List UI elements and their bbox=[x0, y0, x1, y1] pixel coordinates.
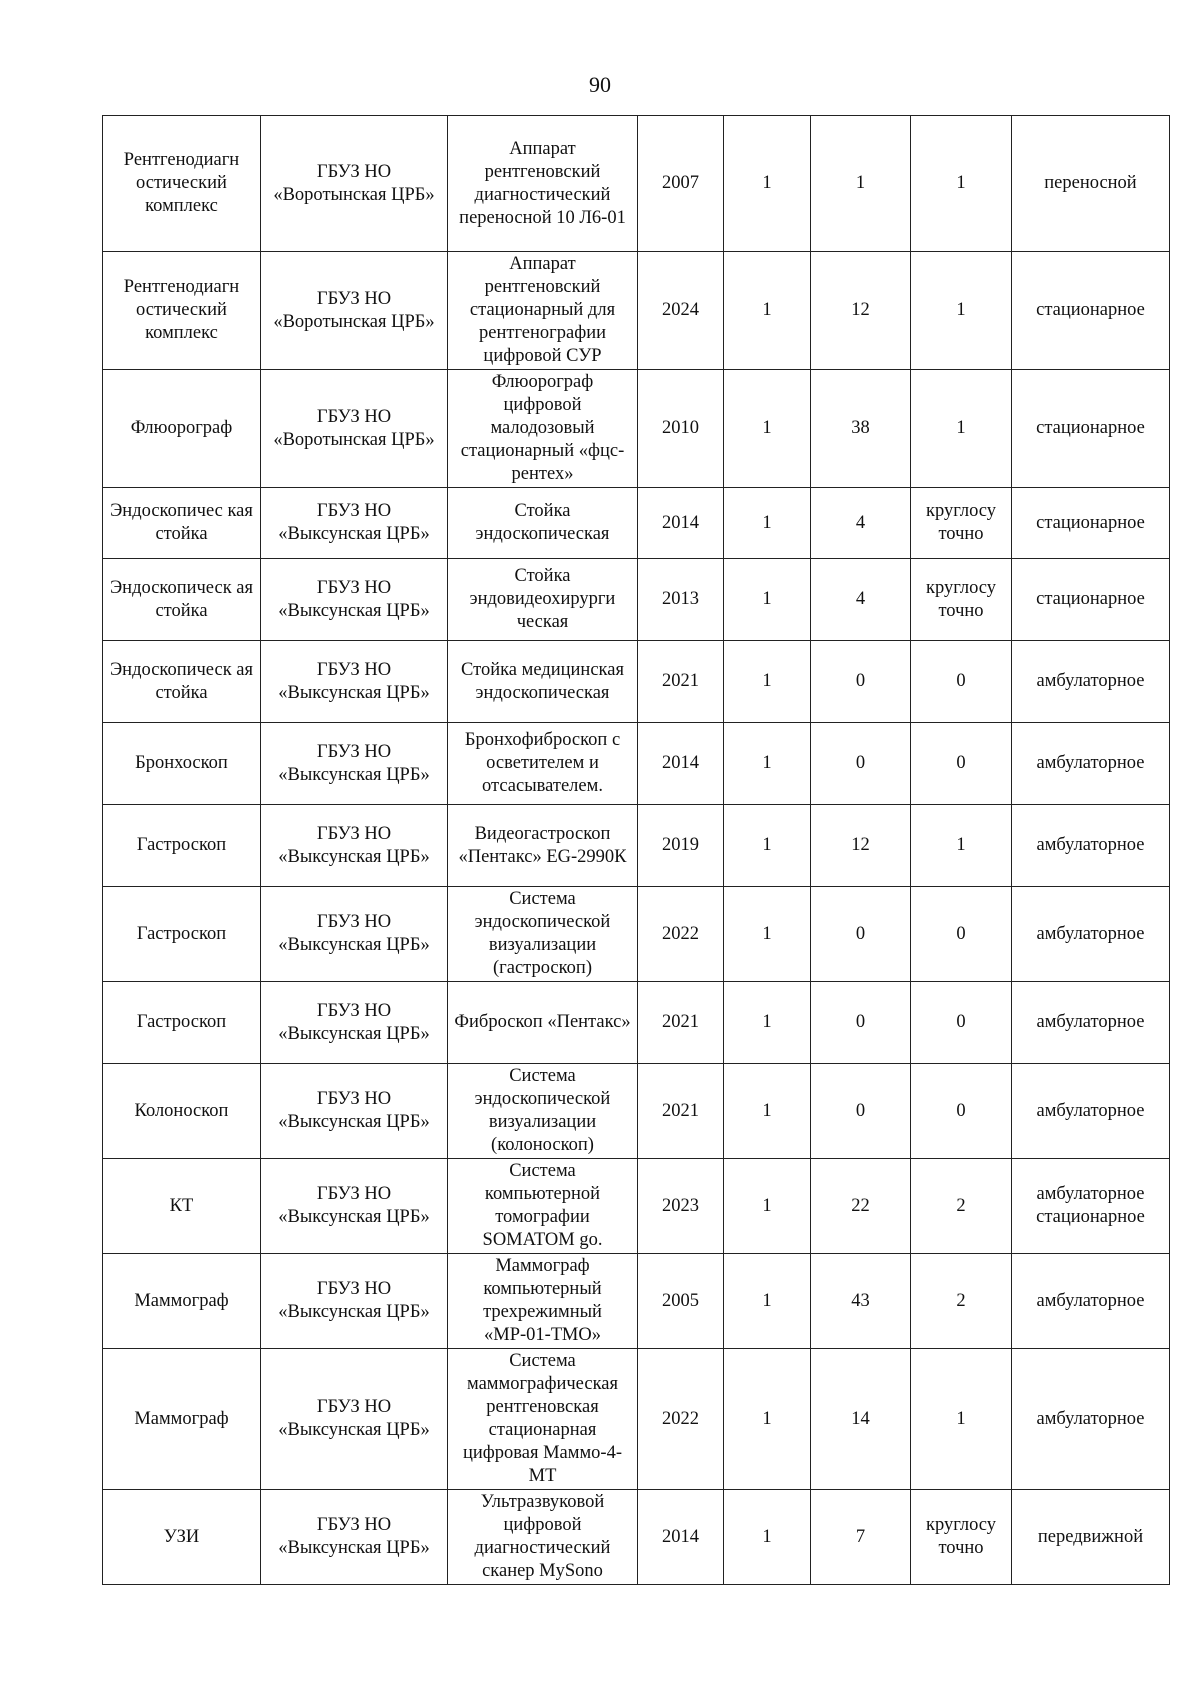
page-number: 90 bbox=[589, 72, 611, 97]
table-row bbox=[103, 723, 1170, 805]
equipment-name-cell: Гастроскоп bbox=[103, 887, 261, 982]
count-cell: 1 bbox=[724, 641, 811, 723]
count-cell: 1 bbox=[724, 252, 811, 370]
table-row bbox=[103, 805, 1170, 887]
model-cell: Система маммографическая рентгеновская стационарная цифровая Маммо-4-МТ bbox=[448, 1349, 638, 1490]
value-cell: 1 bbox=[911, 805, 1012, 887]
organization-cell: ГБУЗ НО «Воротынская ЦРБ» bbox=[261, 116, 448, 252]
table-row bbox=[103, 488, 1170, 559]
year-cell: 2013 bbox=[638, 559, 724, 641]
value-cell: 0 bbox=[811, 641, 911, 723]
year-cell: 2007 bbox=[638, 116, 724, 252]
equipment-name-cell: Маммограф bbox=[103, 1254, 261, 1349]
year-cell: 2021 bbox=[638, 1064, 724, 1159]
count-cell: 1 bbox=[724, 1490, 811, 1585]
organization-cell: ГБУЗ НО «Выксунская ЦРБ» bbox=[261, 559, 448, 641]
equipment-name-cell: Бронхоскоп bbox=[103, 723, 261, 805]
value-cell: 12 bbox=[811, 252, 911, 370]
equipment-name-cell: Гастроскоп bbox=[103, 982, 261, 1064]
organization-cell: ГБУЗ НО «Выксунская ЦРБ» bbox=[261, 887, 448, 982]
value-cell: 4 bbox=[811, 488, 911, 559]
organization-cell: ГБУЗ НО «Выксунская ЦРБ» bbox=[261, 1349, 448, 1490]
organization-cell: ГБУЗ НО «Выксунская ЦРБ» bbox=[261, 723, 448, 805]
operation-mode-cell: амбулаторное bbox=[1012, 1254, 1170, 1349]
value-cell: 12 bbox=[811, 805, 911, 887]
equipment-table bbox=[102, 115, 1170, 1585]
model-cell: Аппарат рентгеновский стационарный для рентгенографии цифровой СУР bbox=[448, 252, 638, 370]
model-cell: Система эндоскопической визуализации (колоноскоп) bbox=[448, 1064, 638, 1159]
value-cell: 43 bbox=[811, 1254, 911, 1349]
value-cell: 1 bbox=[911, 1349, 1012, 1490]
year-cell: 2022 bbox=[638, 1349, 724, 1490]
table-row bbox=[103, 559, 1170, 641]
organization-cell: ГБУЗ НО «Выксунская ЦРБ» bbox=[261, 805, 448, 887]
operation-mode-cell: стационарное bbox=[1012, 252, 1170, 370]
value-cell: 0 bbox=[811, 1064, 911, 1159]
operation-mode-cell: амбулаторное bbox=[1012, 887, 1170, 982]
value-cell: 14 bbox=[811, 1349, 911, 1490]
value-cell: 1 bbox=[911, 116, 1012, 252]
table-row bbox=[103, 1349, 1170, 1490]
value-cell: круглосу точно bbox=[911, 559, 1012, 641]
equipment-name-cell: Флюорограф bbox=[103, 370, 261, 488]
table-row bbox=[103, 116, 1170, 252]
equipment-name-cell: Рентгенодиагн остический комплекс bbox=[103, 252, 261, 370]
year-cell: 2021 bbox=[638, 982, 724, 1064]
value-cell: 22 bbox=[811, 1159, 911, 1254]
table-row bbox=[103, 1254, 1170, 1349]
count-cell: 1 bbox=[724, 887, 811, 982]
value-cell: 0 bbox=[911, 887, 1012, 982]
year-cell: 2010 bbox=[638, 370, 724, 488]
table-row bbox=[103, 1490, 1170, 1585]
table-body bbox=[103, 116, 1170, 1585]
operation-mode-cell: передвижной bbox=[1012, 1490, 1170, 1585]
equipment-name-cell: Гастроскоп bbox=[103, 805, 261, 887]
model-cell: Стойка эндоскопическая bbox=[448, 488, 638, 559]
operation-mode-cell: амбулаторное стационарное bbox=[1012, 1159, 1170, 1254]
year-cell: 2019 bbox=[638, 805, 724, 887]
count-cell: 1 bbox=[724, 1254, 811, 1349]
model-cell: Ультразвуковой цифровой диагностический сканер MySono bbox=[448, 1490, 638, 1585]
value-cell: 4 bbox=[811, 559, 911, 641]
model-cell: Система эндоскопической визуализации (гастроскоп) bbox=[448, 887, 638, 982]
equipment-name-cell: Эндоскопичес кая стойка bbox=[103, 488, 261, 559]
equipment-name-cell: Маммограф bbox=[103, 1349, 261, 1490]
count-cell: 1 bbox=[724, 723, 811, 805]
model-cell: Флюорограф цифровой малодозовый стационарный «фцс-рентех» bbox=[448, 370, 638, 488]
operation-mode-cell: амбулаторное bbox=[1012, 1349, 1170, 1490]
year-cell: 2023 bbox=[638, 1159, 724, 1254]
count-cell: 1 bbox=[724, 370, 811, 488]
model-cell: Маммограф компьютерный трехрежимный «МР-01-ТМО» bbox=[448, 1254, 638, 1349]
organization-cell: ГБУЗ НО «Выксунская ЦРБ» bbox=[261, 1490, 448, 1585]
value-cell: 0 bbox=[811, 887, 911, 982]
equipment-name-cell: УЗИ bbox=[103, 1490, 261, 1585]
count-cell: 1 bbox=[724, 1064, 811, 1159]
value-cell: 0 bbox=[811, 982, 911, 1064]
value-cell: 0 bbox=[911, 982, 1012, 1064]
table-row bbox=[103, 252, 1170, 370]
year-cell: 2022 bbox=[638, 887, 724, 982]
equipment-name-cell: Эндоскопическ ая стойка bbox=[103, 641, 261, 723]
organization-cell: ГБУЗ НО «Выксунская ЦРБ» bbox=[261, 641, 448, 723]
count-cell: 1 bbox=[724, 982, 811, 1064]
value-cell: 0 bbox=[911, 641, 1012, 723]
value-cell: 1 bbox=[811, 116, 911, 252]
operation-mode-cell: стационарное bbox=[1012, 488, 1170, 559]
value-cell: круглосу точно bbox=[911, 488, 1012, 559]
count-cell: 1 bbox=[724, 559, 811, 641]
value-cell: 38 bbox=[811, 370, 911, 488]
table-row bbox=[103, 982, 1170, 1064]
model-cell: Фиброскоп «Пентакс» bbox=[448, 982, 638, 1064]
model-cell: Аппарат рентгеновский диагностический переносной 10 Л6-01 bbox=[448, 116, 638, 252]
count-cell: 1 bbox=[724, 116, 811, 252]
organization-cell: ГБУЗ НО «Выксунская ЦРБ» bbox=[261, 1159, 448, 1254]
year-cell: 2005 bbox=[638, 1254, 724, 1349]
operation-mode-cell: переносной bbox=[1012, 116, 1170, 252]
year-cell: 2021 bbox=[638, 641, 724, 723]
organization-cell: ГБУЗ НО «Выксунская ЦРБ» bbox=[261, 1254, 448, 1349]
operation-mode-cell: амбулаторное bbox=[1012, 982, 1170, 1064]
value-cell: 2 bbox=[911, 1159, 1012, 1254]
operation-mode-cell: амбулаторное bbox=[1012, 1064, 1170, 1159]
operation-mode-cell: амбулаторное bbox=[1012, 723, 1170, 805]
value-cell: 2 bbox=[911, 1254, 1012, 1349]
model-cell: Стойка эндовидеохирурги ческая bbox=[448, 559, 638, 641]
year-cell: 2014 bbox=[638, 1490, 724, 1585]
count-cell: 1 bbox=[724, 488, 811, 559]
equipment-name-cell: Рентгенодиагн остический комплекс bbox=[103, 116, 261, 252]
year-cell: 2024 bbox=[638, 252, 724, 370]
count-cell: 1 bbox=[724, 1159, 811, 1254]
table-row bbox=[103, 887, 1170, 982]
value-cell: 0 bbox=[911, 723, 1012, 805]
equipment-name-cell: Эндоскопическ ая стойка bbox=[103, 559, 261, 641]
model-cell: Система компьютерной томографии SOMATOM go. bbox=[448, 1159, 638, 1254]
value-cell: круглосу точно bbox=[911, 1490, 1012, 1585]
operation-mode-cell: амбулаторное bbox=[1012, 641, 1170, 723]
equipment-name-cell: КТ bbox=[103, 1159, 261, 1254]
organization-cell: ГБУЗ НО «Выксунская ЦРБ» bbox=[261, 1064, 448, 1159]
value-cell: 0 bbox=[911, 1064, 1012, 1159]
operation-mode-cell: стационарное bbox=[1012, 370, 1170, 488]
model-cell: Бронхофиброскоп с осветителем и отсасывателем. bbox=[448, 723, 638, 805]
organization-cell: ГБУЗ НО «Выксунская ЦРБ» bbox=[261, 488, 448, 559]
table-row bbox=[103, 1064, 1170, 1159]
model-cell: Видеогастроскоп «Пентакс» EG-2990К bbox=[448, 805, 638, 887]
table-row bbox=[103, 641, 1170, 723]
organization-cell: ГБУЗ НО «Воротынская ЦРБ» bbox=[261, 370, 448, 488]
table-row bbox=[103, 1159, 1170, 1254]
count-cell: 1 bbox=[724, 805, 811, 887]
equipment-name-cell: Колоноскоп bbox=[103, 1064, 261, 1159]
operation-mode-cell: стационарное bbox=[1012, 559, 1170, 641]
organization-cell: ГБУЗ НО «Воротынская ЦРБ» bbox=[261, 252, 448, 370]
value-cell: 7 bbox=[811, 1490, 911, 1585]
value-cell: 1 bbox=[911, 370, 1012, 488]
organization-cell: ГБУЗ НО «Выксунская ЦРБ» bbox=[261, 982, 448, 1064]
year-cell: 2014 bbox=[638, 488, 724, 559]
value-cell: 1 bbox=[911, 252, 1012, 370]
value-cell: 0 bbox=[811, 723, 911, 805]
year-cell: 2014 bbox=[638, 723, 724, 805]
table-row bbox=[103, 370, 1170, 488]
model-cell: Стойка медицинская эндоскопическая bbox=[448, 641, 638, 723]
operation-mode-cell: амбулаторное bbox=[1012, 805, 1170, 887]
count-cell: 1 bbox=[724, 1349, 811, 1490]
